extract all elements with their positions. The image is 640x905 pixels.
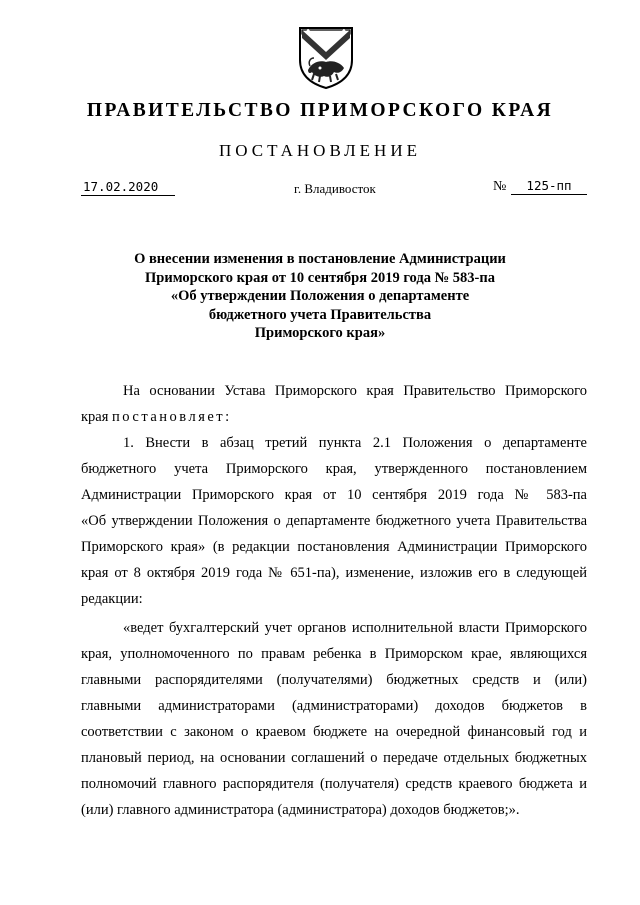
coat-of-arms-emblem bbox=[298, 26, 354, 90]
body-line: полномочий главного распорядителя (получателя) средств краевого бюджета и bbox=[81, 776, 587, 792]
body-line: 1. Внести в абзац третий пункта 2.1 Положения о департаменте bbox=[123, 435, 587, 451]
body-line: «Об утверждении Положения о департаменте бюджетного учета Правительства bbox=[81, 513, 587, 529]
body-line: Приморского края» (в редакции постановления Администрации Приморского bbox=[81, 539, 587, 555]
document-number: 125-пп bbox=[511, 178, 587, 195]
body-line: края, уполномоченного по правам ребенка в Приморском крае, являющихся bbox=[81, 646, 587, 662]
body-line: соответствии с законом о краевом бюджете на очередной финансовый год и bbox=[81, 724, 587, 740]
document-city: г. Владивосток bbox=[294, 181, 376, 196]
body-line: плановый период, на основании соглашений о передаче отдельных бюджетных bbox=[81, 750, 587, 766]
heading-line: «Об утверждении Положения о департаменте bbox=[170, 288, 470, 304]
body-line: края от 8 октября 2019 года № 651-па), изменение, изложив его в следующей bbox=[81, 565, 587, 581]
government-title: ПРАВИТЕЛЬСТВО ПРИМОРСКОГО КРАЯ bbox=[86, 100, 554, 121]
heading-line: О внесении изменения в постановление Администрации bbox=[134, 251, 506, 267]
document-body bbox=[81, 378, 587, 823]
body-line: редакции: bbox=[81, 591, 143, 607]
heading-line: бюджетного учета Правительства bbox=[208, 306, 432, 323]
document-heading bbox=[100, 250, 540, 343]
body-line: На основании Устава Приморского края Правительство Приморского bbox=[123, 383, 587, 399]
heading-line: Приморского края» bbox=[254, 325, 386, 341]
body-line: главными распорядителями (получателями) бюджетных средств и (или) bbox=[81, 672, 587, 688]
body-text: края bbox=[81, 409, 113, 425]
decree-word: постановляет: bbox=[112, 409, 232, 425]
document-type: ПОСТАНОВЛЕНИЕ bbox=[218, 141, 421, 160]
body-line: Администрации Приморского края от 10 сентября 2019 года № 583-па bbox=[81, 487, 587, 503]
document-date: 17.02.2020 bbox=[81, 179, 175, 196]
body-line bbox=[81, 404, 587, 430]
body-line: «ведет бухгалтерский учет органов исполнительной власти Приморского bbox=[123, 620, 587, 636]
body-line: бюджетного учета Приморского края, утвержденного постановлением bbox=[81, 461, 587, 477]
heading-line: Приморского края от 10 сентября 2019 года № 583-па bbox=[145, 269, 495, 286]
document-number-label: № bbox=[493, 179, 507, 194]
body-line: главными администраторами (администраторами) доходов бюджетов в bbox=[81, 698, 587, 714]
body-line: (или) главного администратора (администратора) доходов бюджетов;». bbox=[81, 802, 520, 818]
